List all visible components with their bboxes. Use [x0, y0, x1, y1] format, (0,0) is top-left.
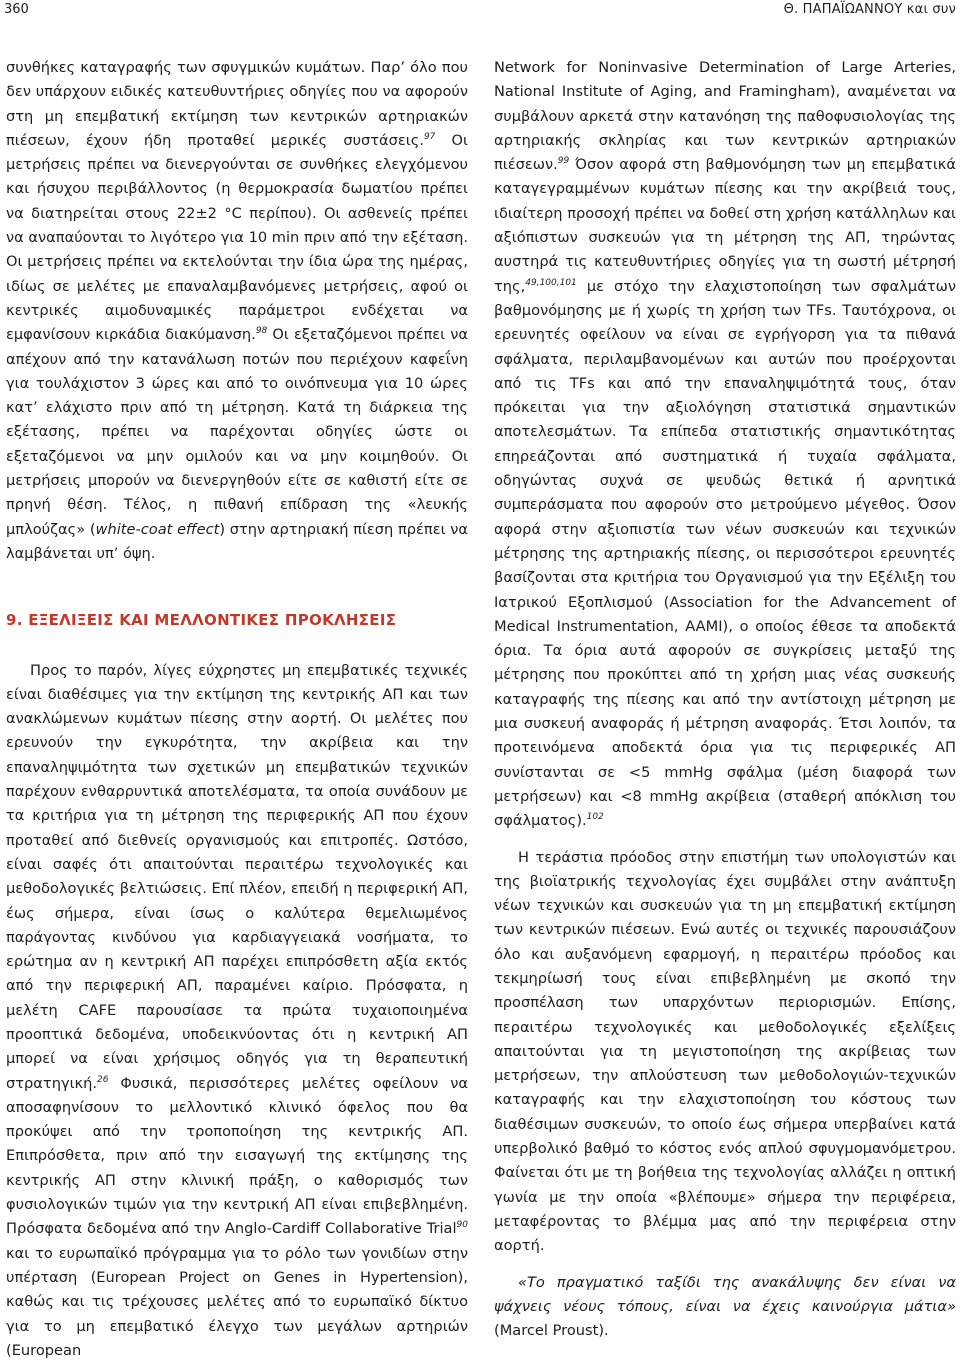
paragraph: [6, 659, 468, 1363]
right-column: [494, 56, 956, 1343]
quote: «Το πραγματικό ταξίδι της ανακάλυψης δεν είναι να ψάχνεις νέους τόπους, είναι να έχεις καινούργια μάτια»: [494, 1273, 956, 1315]
paragraph-text: Οι εξεταζόμενοι πρέπει να απέχουν από την κατανάλωση ποτών που περιέχουν καφεΐνη για τουλάχιστον 3 ώρες και από το οινόπνευμα για 10 ώρες κατ’ ελάχιστο πριν από τη μέτρηση. Κατά τη διάρκεια της εξέτασης, πρέπει να παρέχονται οδηγίες ώστε οι εξεταζόμενοι να μην ομιλούν και να μην κοιμηθούν. Οι μετρήσεις μπορούν να διενεργηθούν είτε σε καθιστή είτε σε πρηνή θέση. Τέλος, η πιθανή επίδραση της «λευκής μπλούζας» (: [6, 326, 468, 538]
section-heading: 9. ΕΞΕΛΙΞΕΙΣ ΚΑΙ ΜΕΛΛΟΝΤΙΚΕΣ ΠΡΟΚΛΗΣΕΙΣ: [6, 611, 397, 630]
citation: 98: [255, 326, 268, 337]
running-head: Θ. ΠΑΠΑΪΩΑΝΝΟΥ και συν: [783, 2, 956, 17]
paragraph-text: συνθήκες καταγραφής των σφυγμικών κυμάτων. Παρ’ όλο που δεν υπάρχουν ειδικές κατευθυντήριες οδηγίες που να αφορούν στη μη επεμβατική εκτίμηση των κεντρικών αρτηριακών πιέσεων, έχουν ήδη προταθεί μερικές συστάσεις.: [6, 59, 468, 149]
quote-paragraph: [494, 1271, 956, 1344]
paragraph-text: με στόχο την ελαχιστοποίηση των σφαλμάτων βαθμονόμησης με ή χωρίς τη χρήση των TFs. Ταυτόχρονα, οι ερευνητές οφείλουν να είναι σε εγρήγορση για τα πιθανά σφάλματα, περιλαμβανομένων και αυτών που προέρχονται από τις TFs και από την επαναληψιμότητά τους, όταν πρόκειται για την αξιολόγηση στατιστικά σημαντικών αποτελεσμάτων. Τα επίπεδα στατιστικής σημαντικότητας επηρεάζονται από συστηματικά ή τυχαία σφάλματα, οδηγώντας συχνά σε ψευδώς θετικά ή αρνητικά συμπεράσματα που αφορούν στο μετρούμενο μέγεθος. Όσον αφορά στην αξιοπιστία των νέων συσκευών και τεχνικών μέτρησης της αρτηριακής πίεσης, οι περισσότεροι ερευνητές βασίζονται στα κριτήρια του Οργανισμού για την Εξέλιξη του Ιατρικού Εξοπλισμού (Association for the Advancement of Medical Instrumentation, AAMI), ο οποίος έθεσε τα αποδεκτά όρια. Τα όρια αυτά αφορούν σε συγκρίσεις μεταξύ της μέτρησης που προκύπτει από τη χρήση μιας νέας συσκευής καταγραφής της πίεσης και από την αντίστοιχη μέτρηση με μια συσκευή αναφοράς ή μέτρηση αναφοράς. Έτσι λοιπόν, τα προτεινόμενα αποδεκτά όρια για τις περιφερικές ΑΠ συνίστανται σε <5 mmHg σφάλμα (μέση διαφορά των μετρήσεων) και <8 mmHg ακρίβεια (σταθερή απόκλιση του σφάλματος).: [494, 277, 956, 830]
italic-term: white-coat effect: [95, 520, 220, 538]
citation: 26: [97, 1074, 109, 1085]
paragraph-text: και το ευρωπαϊκό πρόγραμμα για το ρόλο των γονιδίων στην υπέρταση (European Project on Genes in Hypertension), καθώς και τις τρέχουσες μελέτες από το ευρωπαϊκό δίκτυο για το μη επεμβατικό έλεγχο των μεγάλων αρτηριών (European: [6, 1244, 468, 1359]
paragraph-text: Network for Noninvasive Determination of Large Arteries, National Institute of Aging, and Framingham), αναμένεται να συμβάλουν αρκετά στην κατανόηση της παθοφυσιολογίας της αρτηριακής σκληρίας και των κεντρικών αρτηριακών πιέσεων.: [494, 59, 956, 174]
paragraph: [6, 56, 468, 566]
paragraph: [494, 56, 956, 834]
paragraph-text: Οι μετρήσεις πρέπει να διενεργούνται σε συνθήκες ελεγχόμενου και ήσυχου περιβάλλοντος (η θερμοκρασία δωματίου πρέπει να διατηρείται στους 22±2 °C περίπου). Οι ασθενείς πρέπει να αναπαύονται το λιγότερο για 10 min πριν από την εξέταση. Οι μετρήσεις πρέπει να εκτελούνται την ίδια ώρα της ημέρας, ιδίως σε μελέτες με επαναλαμβανόμενες μετρήσεις, αφού οι κεντρικές αιμοδυναμικές παράμετροι ενδέχεται να εμφανίσουν κιρκάδια διακύμανση.: [6, 131, 468, 344]
page-header: [0, 0, 960, 22]
left-column: [6, 56, 468, 1363]
citation: 97: [423, 132, 436, 143]
paragraph-text: Όσον αφορά στη βαθμονόμηση των μη επεμβατικά καταγεγραμμένων κυμάτων πίεσης και την ακρίβειά τους, ιδιαίτερη προσοχή πρέπει να δοθεί στη χρήση κατάλληλων και αξιόπιστων συσκευών για τη μέτρηση της ΑΠ, τηρώντας αυστηρά τις κατευθυντήριες οδηγίες για τη σωστή μέτρησή της,: [494, 156, 956, 295]
paragraph-text: ) στην αρτηριακή πίεση πρέπει να λαμβάνεται υπ’ όψη.: [6, 520, 468, 562]
paragraph: Η τεράστια πρόοδος στην επιστήμη των υπολογιστών και της βιοϊατρικής τεχνολογίας έχει συμβάλει στην ανάπτυξη νέων τεχνικών και συσκευών για τη μη επεμβατική εκτίμηση των κεντρικών πιέσεων. Ενώ αυτές οι τεχνικές παρουσιάζουν όλο και αυξανόμενη εφαρμογή, η περαιτέρω πρόοδος και τεκμηρίωσή τους είναι επιβεβλημένη με σκοπό την προσπέλαση των υπαρχόντων περιορισμών. Επίσης, περαιτέρω τεχνολογικές και μεθοδολογικές εξελίξεις απαιτούνται για τη μεγιστοποίηση της ακρίβειας των μετρήσεων, την απλούστευση των μεθοδολογιών-τεχνικών καταγραφής και την ελαχιστοποίηση του κόστους των διαθέσιμων συσκευών, το οποίο έως σήμερα υπερβαίνει κατά υπερβολικό βαθμό το κόστος ενός απλού σφυγμομανόμετρου. Φαίνεται ότι με τη βοήθεια της τεχνολογίας αλλάζει η οπτική γωνία με την οποία «βλέπουμε» σήμερα την περιφέρεια, μεταφέροντας το βλέμμα μας από την περιφέρεια στην αορτή.: [494, 848, 956, 1255]
quote-attribution: (Marcel Proust).: [494, 1322, 609, 1340]
paragraph-text: Προς το παρόν, λίγες εύχρηστες μη επεμβατικές τεχνικές είναι διαθέσιμες για την εκτίμηση της κεντρικής ΑΠ και των ανακλώμενων κυμάτων πίεσης στην αορτή. Οι μελέτες που ερευνούν την εγκυρότητα, την ακρίβεια και την επαναληψιμότητα των σχετικών μη επεμβατικών τεχνικών παρέχουν ενθαρρυντικά αποτελέσματα, τα οποία συνάδουν με τα κριτήρια για τη μέτρηση της περιφερικής ΑΠ που έχουν προταθεί από διεθνείς οργανισμούς και επιτροπές. Ωστόσο, είναι σαφές ότι απαιτούνται περαιτέρω τεχνολογικές και μεθοδολογικές βελτιώσεις. Επί πλέον, επειδή η περιφερική ΑΠ, έως σήμερα, είναι ίσως ο καλύτερα θεμελιωμένος παράγοντας κινδύνου για καρδιαγγειακά νοσήματα, το ερώτημα αν η κεντρική ΑΠ παρέχει επιπρόσθετη αξία εκτός από την περιφερική ΑΠ, παραμένει καίριο. Πρόσφατα, η μελέτη CAFE παρουσίασε τα πρώτα τυχαιοποιημένα προοπτικά δεδομένα, υποδεικνύοντας ότι η κεντρική ΑΠ μπορεί να είναι χρήσιμος οδηγός για τη θεραπευτική στρατηγική.: [6, 661, 468, 1092]
citation: 99: [557, 156, 570, 167]
paragraph-text: Φυσικά, περισσότερες μελέτες οφείλουν να αποσαφηνίσουν το μελλοντικό κλινικό όφελος που θα προκύψει από την τροποποίηση της κεντρικής ΑΠ. Επιπρόσθετα, πριν από την εισαγωγή της εκτίμησης της κεντρικής ΑΠ στην κλινική πράξη, ο καθορισμός των φυσιολογικών τιμών για την κεντρική ΑΠ είναι επιβεβλημένη. Πρόσφατα δεδομένα από την Anglo-Cardiff Collaborative Trial: [6, 1074, 468, 1238]
citation: 102: [586, 812, 604, 823]
citation: 49,100,101: [525, 277, 577, 288]
page-number: 360: [4, 2, 29, 17]
citation: 90: [456, 1220, 468, 1231]
